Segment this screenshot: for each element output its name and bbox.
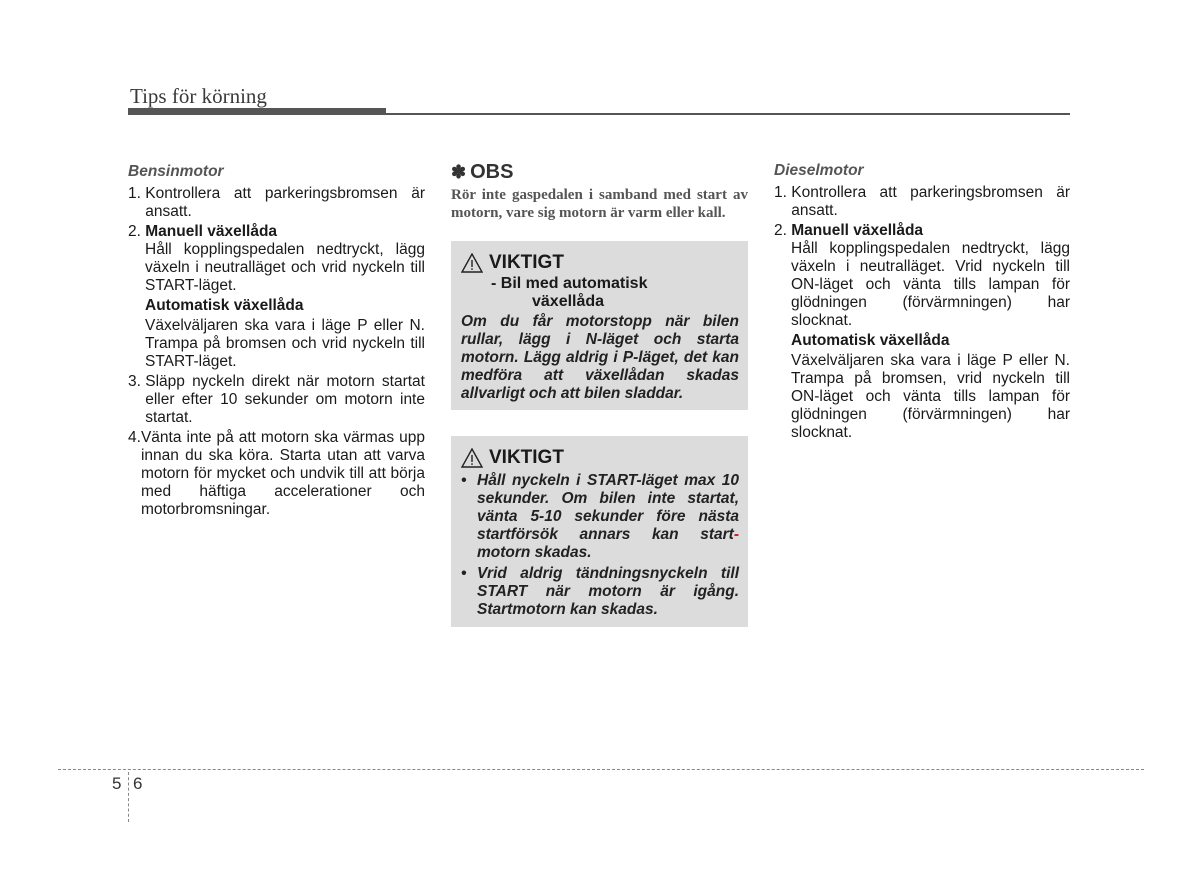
warning-subtitle-cont: växellåda	[532, 293, 605, 310]
bullet-text-hyphen: -	[733, 526, 739, 543]
list-item	[128, 429, 425, 519]
obs-text: Rör inte gaspedalen i samband med start av motorn, vare sig motorn är varm eller kall.	[451, 187, 748, 221]
list-item	[774, 184, 1070, 220]
item-heading: Manuell växellåda	[145, 223, 278, 240]
item-text: Växelväljaren ska vara i läge P eller N. Trampa på bromsen och vrid nyckeln till START-läget.	[145, 317, 425, 370]
item-number: 1.	[774, 184, 792, 201]
section-label-dieselmotor: Dieselmotor	[774, 162, 864, 179]
warning-heading	[461, 446, 739, 470]
item-text: Släpp nyckeln direkt när motorn startat eller efter 10 sekunder om motorn inte startat.	[145, 373, 425, 426]
list-item	[128, 185, 425, 221]
warning-text: Om du får motorstopp när bilen rullar, lägg i N-läget och starta motorn. Lägg aldrig i P-läget, det kan medföra att växellådan skadas allvarligt och att bilen sladdar.	[461, 313, 739, 402]
item-text: Kontrollera att parkeringsbromsen är ansatt.	[145, 185, 425, 220]
right-column	[774, 162, 1070, 442]
left-column	[128, 163, 425, 519]
item-text: Håll kopplingspedalen nedtryckt, lägg växeln i neutralläget och vrid nyckeln till START-läget.	[145, 241, 425, 294]
section-label-bensinmotor: Bensinmotor	[128, 163, 224, 180]
list-item	[128, 373, 425, 427]
obs-title: OBS	[470, 161, 514, 183]
item-number: 4.	[128, 429, 141, 446]
item-number: 2.	[774, 222, 792, 239]
item-number: 2.	[128, 223, 146, 240]
item-text: Växelväljaren ska vara i läge P eller N. Trampa på bromsen, vrid nyckeln till ON-läget och vänta tills lampan för glödningen (förvärmningen) har slocknat.	[791, 352, 1070, 441]
footer-divider	[128, 772, 129, 822]
warning-subtitle: - Bil med automatisk	[491, 275, 648, 292]
warning-title: VIKTIGT	[489, 252, 564, 273]
item-text: Vänta inte på att motorn ska värmas upp innan du ska köra. Starta utan att varva motorn för mycket och undvik till att börja med häftiga accelerationer och motorbromsningar.	[140, 429, 425, 518]
bullet-text: Vrid aldrig tändningsnyckeln till START när motorn är igång. Startmotorn kan skadas.	[477, 565, 739, 618]
bullet-text	[477, 472, 739, 562]
list-item	[128, 223, 425, 241]
list-item	[774, 222, 1070, 240]
header-rule-thin	[386, 113, 1070, 115]
page-header-title: Tips för körning	[130, 84, 267, 108]
asterisk-icon: ✽	[451, 162, 467, 182]
bullet-icon: •	[461, 565, 467, 582]
warning-triangle-icon	[461, 253, 483, 273]
footer-rule	[58, 769, 1144, 770]
warning-title: VIKTIGT	[489, 447, 564, 468]
warning-heading	[461, 251, 739, 275]
item-text: Håll kopplingspedalen nedtryckt, lägg växeln i neutralläget. Vrid nyckeln till ON-läget och vänta tills lampan för glödningen (förvärmningen) har slocknat.	[791, 240, 1070, 329]
warning-box-start	[451, 436, 748, 627]
warning-bullet	[461, 565, 739, 619]
page-number: 6	[133, 774, 143, 793]
item-heading: Manuell växellåda	[791, 222, 924, 239]
bullet-text-main: Håll nyckeln i START-läget max 10 sekunder. Om bilen inte startat, vänta 5-10 sekunder före nästa startförsök annars kan start	[477, 472, 739, 543]
warning-bullet	[461, 472, 739, 562]
warning-triangle-icon	[461, 448, 483, 468]
item-subheading: Automatisk växellåda	[791, 332, 950, 349]
bullet-icon: •	[461, 472, 467, 489]
item-number: 1.	[128, 185, 146, 202]
obs-heading	[451, 160, 748, 184]
item-text: Kontrollera att parkeringsbromsen är ansatt.	[791, 184, 1070, 219]
item-subheading: Automatisk växellåda	[145, 297, 304, 314]
warning-box-automatic	[451, 241, 748, 410]
bullet-text-end: motorn skadas.	[477, 544, 592, 561]
header-rule-thick	[128, 108, 386, 115]
middle-column	[451, 160, 748, 627]
item-number: 3.	[128, 373, 146, 390]
chapter-number: 5	[112, 774, 122, 793]
